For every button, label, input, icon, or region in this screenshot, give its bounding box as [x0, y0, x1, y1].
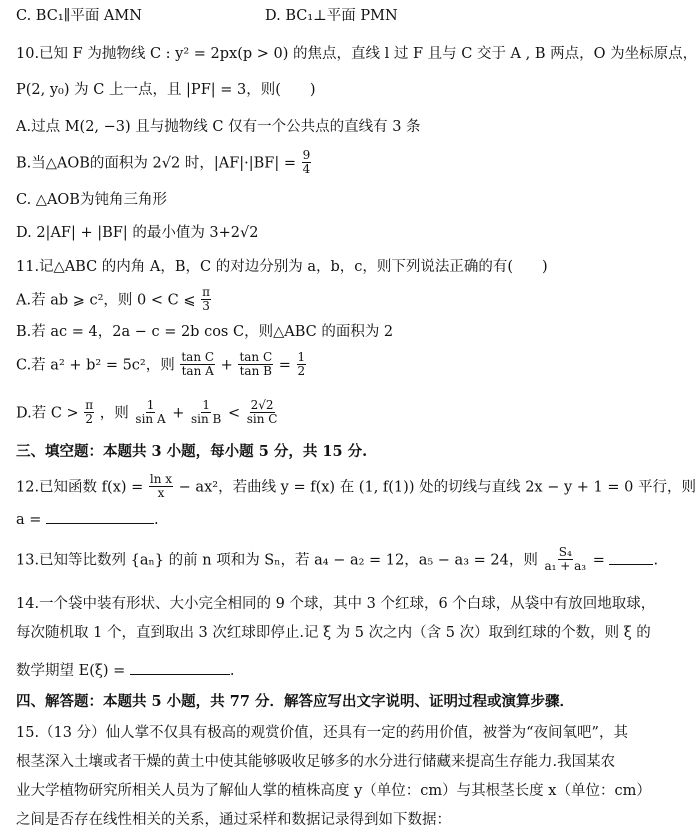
q11-option-b: B.若 ac = 4，2a − c = 2b cos C，则△ABC 的面积为 2: [16, 324, 394, 340]
q14-answer-label: 数学期望 E(ξ) =: [16, 663, 126, 679]
q11-a-fraction: [201, 286, 211, 313]
fraction-denominator: tan A: [181, 364, 214, 378]
q12-prefix: 12.已知函数 f(x) =: [16, 479, 144, 496]
section-3-heading: 三、填空题：本题共 3 小题，每小题 5 分，共 15 分.: [16, 443, 368, 460]
fraction-numerator: tan C: [181, 350, 215, 364]
q10-option-c: C. △AOB为钝角三角形: [16, 192, 167, 208]
section-4-heading: 四、解答题：本题共 5 小题，共 77 分．解答应写出文字说明、证明过程或演算步骤．: [16, 693, 574, 710]
q12-fraction: [149, 473, 173, 500]
q10-b-prefix: B.当△AOB的面积为 2√2 时，|AF|·|BF| =: [16, 155, 296, 172]
fraction-numerator: 1: [146, 398, 155, 412]
q11-option-c: [16, 352, 307, 379]
q12-stem-line1: [16, 474, 696, 501]
q11-c-frac2: [238, 351, 273, 378]
fraction-denominator: tan B: [239, 364, 272, 378]
q11-c-frac3: [297, 351, 307, 378]
fraction-denominator: 4: [302, 162, 311, 176]
option-d-text: D. BC₁⊥平面 PMN: [265, 8, 398, 24]
fraction-numerator: S₄: [558, 545, 572, 559]
q11-stem: 11.记△ABC 的内角 A，B，C 的对边分别为 a，b，c，则下列说法正确的有( ): [16, 259, 548, 275]
q11-d-mid: ，则: [99, 405, 129, 422]
fraction-numerator: π: [85, 398, 94, 412]
q13-fraction: [543, 546, 587, 573]
q11-c-frac1: [180, 351, 215, 378]
q11-option-d: [16, 400, 279, 427]
q10-option-d: D. 2|AF| + |BF| 的最小值为 3+2√2: [16, 225, 259, 241]
q12-answer-label: a =: [16, 512, 42, 528]
q10-stem-line1: 10.已知 F 为抛物线 C : y² = 2px(p > 0) 的焦点，直线 l 过 F 且与 C 交于 A , B 两点，O 为坐标原点，: [16, 46, 697, 62]
fraction-denominator: 2: [85, 412, 94, 426]
q11-d-frac3: [246, 399, 279, 426]
fraction-numerator: 9: [302, 148, 311, 162]
fraction-numerator: π: [202, 285, 210, 299]
q15-line1: 15.（13 分）仙人掌不仅具有极高的观赏价值，还具有一定的药用价值，被誉为“夜间氧吧”，其: [16, 725, 628, 741]
q10-stem-line2: P(2, y₀) 为 C 上一点，且 |PF| = 3，则( ): [16, 82, 316, 98]
fraction-denominator: sin B: [191, 412, 222, 426]
q15-line2: 根茎深入土壤或者干燥的黄土中使其能够吸收足够多的水分进行储藏来提高生存能力.我国某农: [16, 754, 616, 770]
fraction-numerator: 1: [202, 398, 210, 412]
plus-sign: +: [172, 405, 185, 422]
q11-d-prefix: D.若 C >: [16, 405, 79, 422]
q13-answer-blank[interactable]: [609, 550, 653, 565]
fraction-numerator: ln x: [149, 472, 173, 486]
q10-option-a: A.过点 M(2, −3) 且与抛物线 C 仅有一个公共点的直线有 3 条: [16, 119, 421, 135]
q11-d-frac1: [134, 399, 166, 426]
fraction-denominator: sin C: [246, 412, 278, 426]
plus-sign: +: [220, 357, 233, 374]
fraction-denominator: 3: [202, 299, 210, 313]
q10-b-fraction: [302, 149, 312, 176]
q13-stem: 13.已知等比数列 {aₙ} 的前 n 项和为 Sₙ，若 a₄ − a₂ = 12，a₅ − a₃ = 24，则 $\frac{\text{S₄}}{\text{a₁ + a₃}}$ = .: [16, 545, 659, 573]
q14-stem-line2: 每次随机取 1 个，直到取出 3 次红球即停止.记 ξ 为 5 次之内（含 5 次）取到红球的个数，则 ξ 的: [16, 625, 651, 641]
fraction-numerator: 1: [297, 350, 306, 364]
q11-a-prefix: A.若 ab ⩾ c²，则 0 < C ⩽: [16, 292, 196, 309]
less-than-sign: <: [227, 405, 241, 422]
option-d-top: [265, 6, 398, 26]
q13-prefix: 13.已知等比数列 {aₙ} 的前 n 项和为 Sₙ，若 a₄ − a₂ = 12，a₅ − a₃ = 24，则: [16, 552, 538, 569]
q14-answer-blank[interactable]: [130, 660, 230, 675]
q11-c-prefix: C.若 a² + b² = 5c²，则: [16, 357, 175, 374]
q12-stem-line2: a = .: [16, 509, 159, 530]
q13-suffix: =: [592, 552, 605, 569]
q14-stem-line1: 14.一个袋中装有形状、大小完全相同的 9 个球，其中 3 个红球，6 个白球，从袋中有放回地取球，: [16, 596, 656, 612]
fraction-denominator: x: [157, 486, 165, 500]
q14-stem-line3: 数学期望 E(ξ) = .: [16, 660, 234, 681]
option-c-top: [16, 6, 142, 26]
q11-d-frac0: [84, 399, 94, 426]
q12-suffix: − ax²，若曲线 y = f(x) 在 (1, f(1)) 处的切线与直线 2x − y + 1 = 0 平行，则: [178, 479, 696, 496]
fraction-numerator: tan C: [239, 350, 273, 364]
fraction-denominator: sin A: [135, 412, 166, 426]
q11-option-a: [16, 287, 212, 314]
fraction-denominator: a₁ + a₃: [544, 559, 587, 573]
fraction-numerator: 2√2: [250, 398, 274, 412]
q15-line4: 之间是否存在线性相关的关系，通过采样和数据记录得到如下数据：: [16, 812, 451, 828]
fraction-denominator: 2: [297, 364, 306, 378]
q11-d-frac2: [190, 399, 222, 426]
q12-answer-blank[interactable]: [46, 509, 154, 524]
equals-sign: =: [278, 357, 291, 374]
option-c-text: C. BC₁∥平面 AMN: [16, 8, 142, 24]
q15-line3: 业大学植物研究所相关人员为了解仙人掌的植株高度 y（单位：cm）与其根茎长度 x（单位：cm）: [16, 783, 651, 799]
q10-option-b: [16, 150, 312, 177]
